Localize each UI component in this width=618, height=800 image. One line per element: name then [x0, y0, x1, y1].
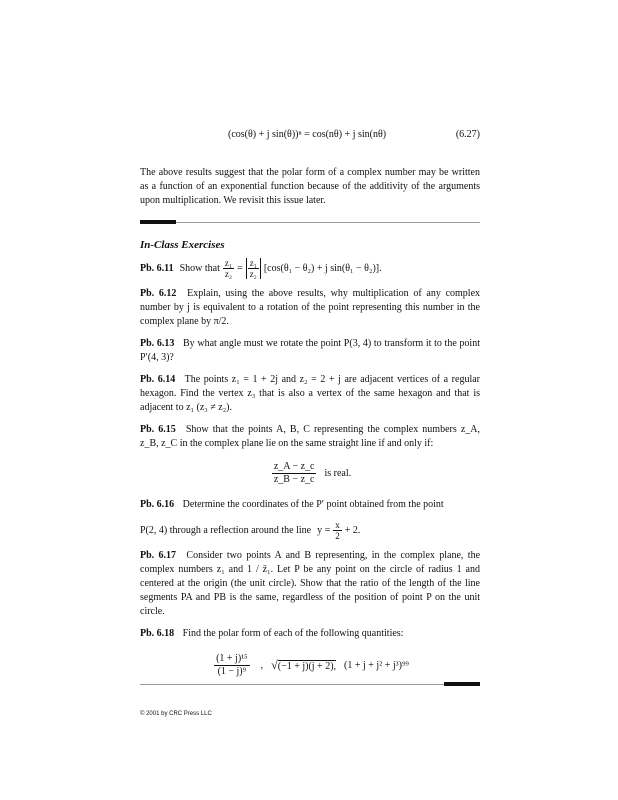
- divider-bar: [140, 220, 176, 224]
- equation-number: (6.27): [455, 129, 480, 140]
- fraction-denominator: 2: [335, 531, 340, 541]
- quantities-list: [140, 653, 480, 678]
- fraction-numerator: x: [335, 520, 340, 530]
- footer-bar: [444, 682, 480, 686]
- problem-label: Pb. 6.11: [140, 262, 174, 274]
- fraction-denominator: z_B − z_c: [273, 474, 315, 485]
- problem-6-15: [140, 423, 480, 486]
- problem-6-17: [140, 549, 480, 619]
- problem-6-18: [140, 627, 480, 678]
- section-title: In-Class Exercises: [140, 239, 225, 251]
- fraction-numerator: z₁: [224, 258, 233, 268]
- problem-text: Show that the points A, B, C representing the complex numbers z_A, z_B, z_C in the complex plane lie on the same straight line if and only if:: [140, 424, 480, 449]
- problem-label: Pb. 6.13: [140, 338, 175, 349]
- problem-6-12: [140, 287, 480, 329]
- fraction-denominator: z₂: [224, 269, 233, 279]
- problem-label: Pb. 6.18: [140, 628, 175, 639]
- problem-text: Determine the coordinates of the P′ point obtained from the point: [182, 499, 444, 510]
- divider-line: [140, 222, 480, 223]
- problem-text: By what angle must we rotate the point P(3, 4) to transform it to the point P′(4, 3)?: [140, 338, 480, 363]
- problem-label: Pb. 6.14: [140, 374, 176, 385]
- problem-6-14: [140, 373, 480, 415]
- modulus-numerator: z₁: [249, 258, 257, 268]
- problem-6-11: [140, 258, 480, 279]
- collinearity-condition: [140, 461, 480, 486]
- modulus-fraction: [246, 258, 261, 279]
- collinearity-fraction: [272, 461, 317, 486]
- footer-line: [140, 684, 480, 685]
- problem-text: Find the polar form of each of the following quantities:: [182, 628, 404, 639]
- problem-text: Explain, using the above results, why multiplication of any complex number by j is equivalent to a rotation of the point representing this number in the complex plane by π/2.: [140, 288, 481, 327]
- quantity-separator: ,: [260, 659, 264, 671]
- problem-6-16: [140, 498, 480, 541]
- problem-label: Pb. 6.16: [140, 499, 175, 510]
- line-slope-fraction: [333, 520, 342, 541]
- quantity-2: [271, 658, 336, 674]
- copyright-notice: © 2001 by CRC Press LLC: [140, 711, 212, 717]
- problem-text-continued: P(2, 4) through a reflection around the line: [140, 524, 312, 536]
- section-divider: [140, 220, 480, 224]
- quantity-3: (1 + j + j² + j³)⁹⁹: [344, 659, 409, 671]
- sqrt-symbol: √: [271, 657, 278, 672]
- fraction-denominator: (1 − j)⁹: [217, 666, 247, 677]
- problem-text: Consider two points A and B representing, in the complex plane, the complex numbers z₁ and 1 / z̄₁. Let P be any point on the circle of radius 1 and centered at the origin (the unit circle). Show that the ratio of the length of the line segments PA and PB is the same, regardless of the position of point P on the unit circle.: [140, 550, 481, 617]
- quantity-2-radicand: (−1 + j)(j + 2),: [277, 660, 337, 672]
- quantity-1-fraction: [214, 653, 250, 678]
- problem-label: Pb. 6.17: [140, 550, 177, 561]
- fraction-numerator: z_A − z_c: [273, 461, 315, 472]
- page-content: [140, 128, 480, 678]
- line-lhs: y =: [317, 524, 331, 536]
- line-rhs: + 2.: [344, 524, 361, 536]
- problem-label: Pb. 6.15: [140, 424, 176, 435]
- equation-6-27: [140, 128, 480, 144]
- problem-text-before: Show that: [179, 262, 220, 274]
- problem-text-after: [cos(θ₁ − θ₂) + j sin(θ₁ − θ₂)].: [263, 262, 382, 274]
- fraction-numerator: (1 + j)¹⁵: [216, 653, 248, 664]
- ratio-fraction: [223, 258, 234, 279]
- problem-text: The points z₁ = 1 + 2j and z₂ = 2 + j are adjacent vertices of a regular hexagon. Find the vertex z₃ that is also a vertex of the same hexagon and that is adjacent to z₁ (z₃ ≠ z₂).: [140, 374, 480, 413]
- equation-formula: (cos(θ) + j sin(θ))ⁿ = cos(nθ) + j sin(nθ): [228, 129, 387, 140]
- problem-6-13: [140, 337, 480, 365]
- problem-label: Pb. 6.12: [140, 288, 177, 299]
- condition-suffix: is real.: [324, 467, 352, 479]
- modulus-denominator: z₂: [249, 269, 257, 279]
- footer-divider: [140, 682, 480, 686]
- equals-sign: =: [237, 262, 243, 274]
- intro-paragraph: The above results suggest that the polar form of a complex number may be written as a function of an exponential function because of the additivity of the arguments upon multiplication. We revisit this issue later.: [140, 167, 480, 206]
